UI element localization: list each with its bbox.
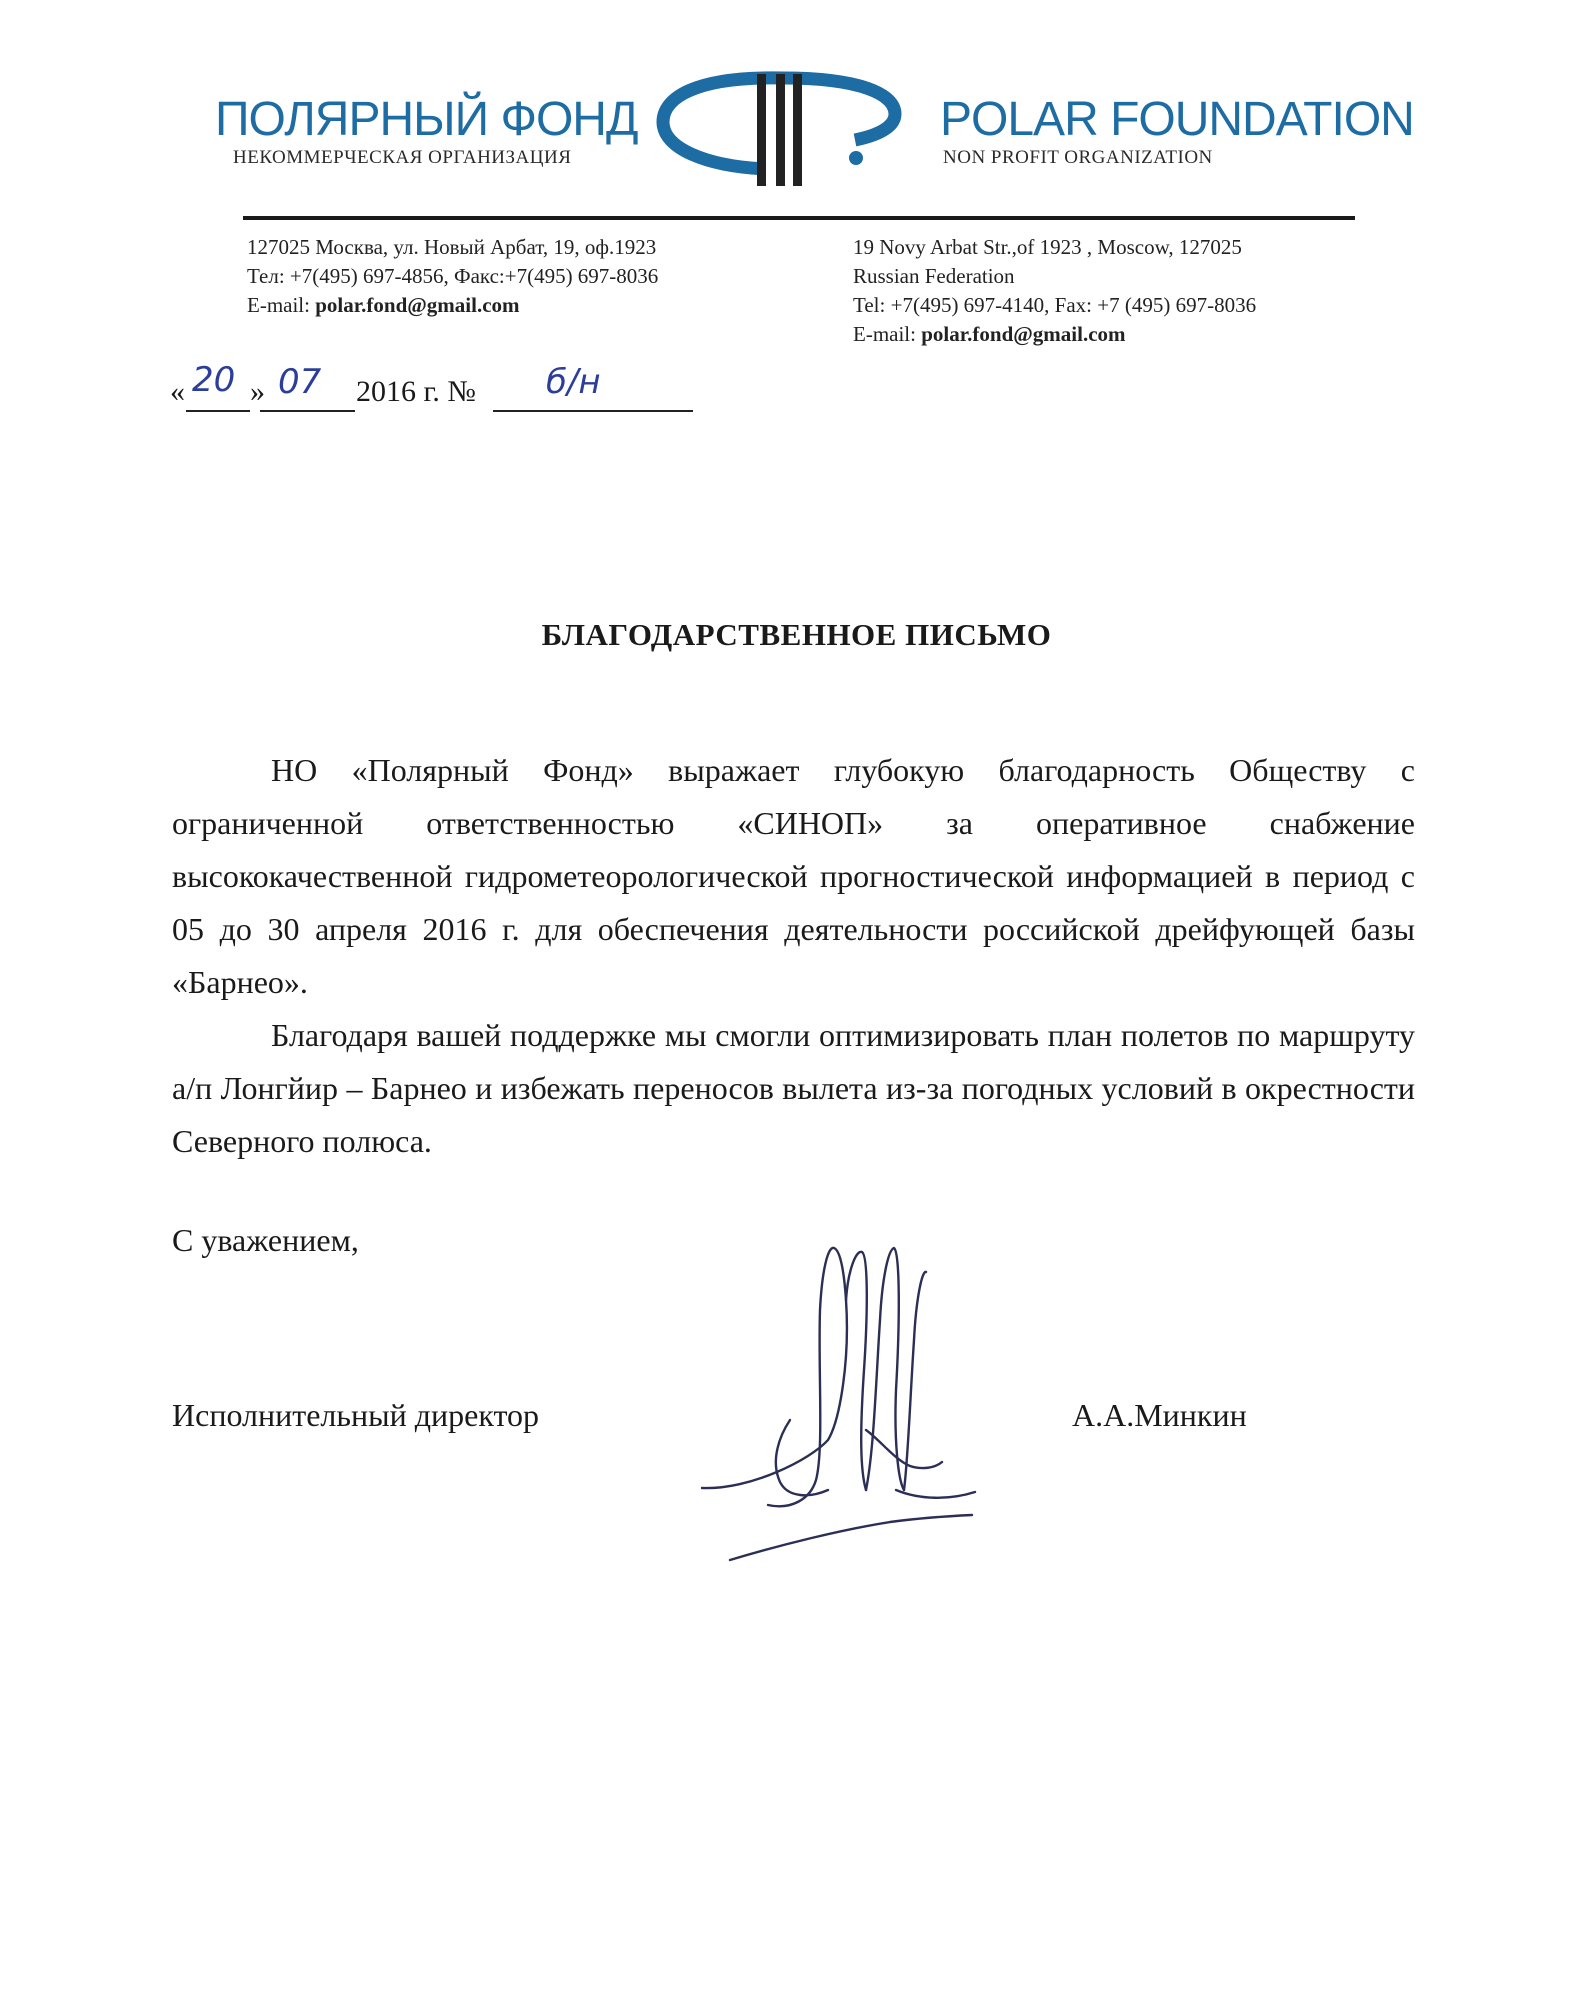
logo-name-ru: ПОЛЯРНЫЙ ФОНД xyxy=(215,93,638,146)
address-en-line1: 19 Novy Arbat Str.,of 1923 , Moscow, 127025 xyxy=(853,235,1242,259)
date-month-handwritten: 07 xyxy=(278,362,322,402)
email-link[interactable]: polar.fond@gmail.com xyxy=(315,293,520,317)
address-ru-line2: Тел: +7(495) 697-4856, Факс:+7(495) 697-8036 xyxy=(247,264,659,288)
address-en xyxy=(853,233,1256,349)
signatory-position: Исполнительный директор xyxy=(172,1397,540,1433)
address-ru-email-row xyxy=(247,291,658,320)
date-line xyxy=(170,375,185,409)
email-label: E-mail: xyxy=(247,293,316,317)
date-open-quote: « xyxy=(170,375,185,408)
address-en-line2: Russian Federation xyxy=(853,264,1015,288)
header-divider xyxy=(243,216,1355,220)
logo-name-en: POLAR FOUNDATION xyxy=(940,93,1414,146)
polar-foundation-emblem-icon xyxy=(655,70,910,192)
address-ru xyxy=(247,233,658,320)
day-underline xyxy=(186,410,250,412)
signatory-name: А.А.Минкин xyxy=(1072,1397,1247,1433)
date-close-quote: » xyxy=(250,375,265,408)
letter-body xyxy=(172,744,1415,1168)
email-link[interactable]: polar.fond@gmail.com xyxy=(921,322,1126,346)
letter-title: БЛАГОДАРСТВЕННОЕ ПИСЬМО xyxy=(541,617,1052,652)
number-underline xyxy=(493,410,693,412)
address-en-line3: Tel: +7(495) 697-4140, Fax: +7 (495) 697-8036 xyxy=(853,293,1257,317)
date-year: 2016 г. № xyxy=(356,375,477,408)
closing-salutation: С уважением, xyxy=(172,1222,359,1258)
handwritten-signature-icon xyxy=(690,1230,980,1590)
address-ru-line1: 127025 Москва, ул. Новый Арбат, 19, оф.1923 xyxy=(247,235,657,259)
month-underline xyxy=(260,410,355,412)
body-paragraph: НО «Полярный Фонд» выражает глубокую благодарность Обществу с ограниченной ответственностью «СИНОП» за оперативное снабжение высококачественной гидрометеорологической прогностической информацией в период с 05 до 30 апреля 2016 г. для обеспечения деятельности российской дрейфующей базы «Барнео». xyxy=(172,752,1415,1000)
body-paragraph: Благодаря вашей поддержке мы смогли оптимизировать план полетов по маршруту а/п Лонгйир – Барнео и избежать переносов вылета из-за погодных условий в окрестности Северного полюса. xyxy=(172,1017,1415,1159)
logo-subtitle-en: NON PROFIT ORGANIZATION xyxy=(943,147,1213,168)
logo-subtitle-ru: НЕКОММЕРЧЕСКАЯ ОРГАНИЗАЦИЯ xyxy=(233,147,572,168)
address-en-email-row xyxy=(853,320,1256,349)
email-label: E-mail: xyxy=(853,322,922,346)
letter-number-handwritten: б/н xyxy=(546,362,601,402)
date-day-handwritten: 20 xyxy=(192,360,236,400)
